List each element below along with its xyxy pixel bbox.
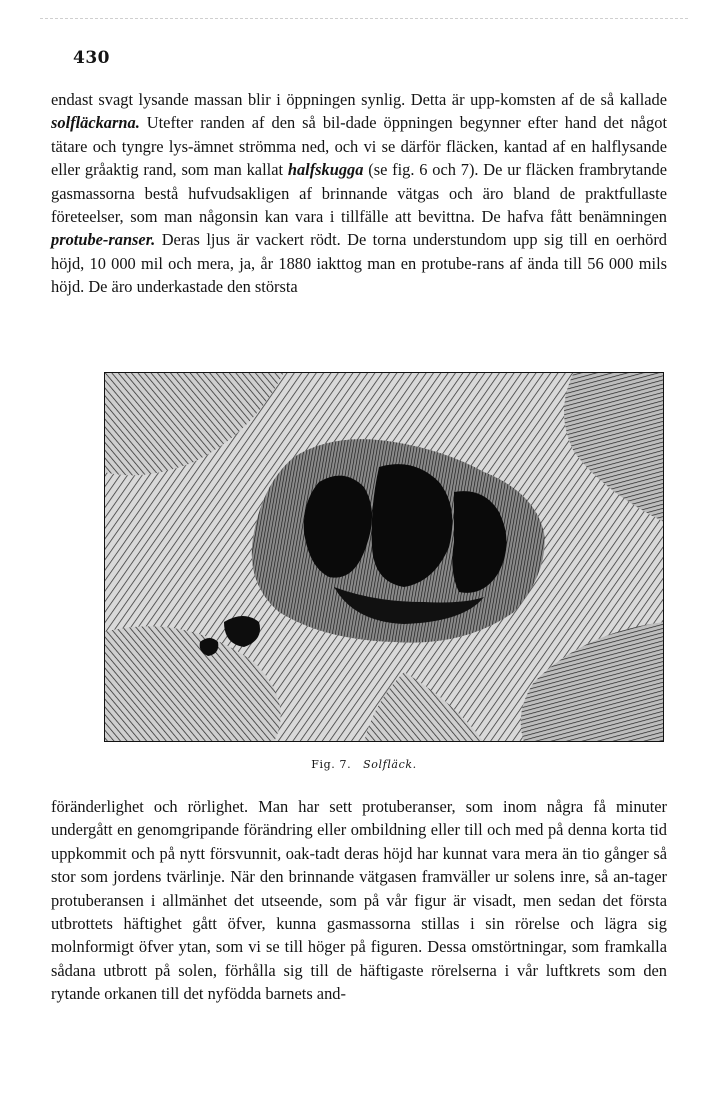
top-scan-edge [40, 18, 688, 19]
paragraph-1 [51, 88, 667, 299]
paragraph-2: föränderlighet och rörlighet. Man har sett protuberanser, som inom några få minuter undergått en genomgripande förändring eller ombildning eller till och med på denna korta tid uppkommit och på nytt försvunnit, oak-tadt deras höjd har kunnat vara mera än tio gånger så stor som jordens tvärlinje. När den brinnande vätgasen framväller ur solens inre, så an-tager protuberansen i allmänhet det utseende, som på vår figur är visadt, men sedan det första utbrottets häftighet gått öfver, kunna gasmassorna stillas i sin rörelse och lägra sig molnformigt öfver ytan, som vi se till höger på figuren. Dessa omstörtningar, som framkalla sådana utbrott på solen, förhålla sig till de häftigaste rörelserna i vår luftkrets som den rytande orkanen till det nyfödda barnets and- [51, 797, 667, 1004]
term-protuberanser: protube-ranser. [51, 230, 156, 250]
sunspot-engraving [104, 372, 664, 742]
term-halfskugga: halfskugga [287, 160, 364, 180]
figure-label: Fig. 7. [311, 758, 352, 771]
para1-text-c: (se fig. 6 och 7). De ur fläcken frambrytande gasmassorna bestå hufvudsakligen af brinnande vätgas och äro bland de praktfullaste företeelser, som man någonsin kan vara i tillfälle att bevittna. De hafva fått benämningen [51, 160, 667, 227]
sunspot-illustration [104, 372, 664, 742]
term-solflackarna: solfläckarna. [51, 113, 140, 133]
para1-text-d: Deras ljus är vackert rödt. De torna understundom upp sig till en oerhörd höjd, 10 000 mil och mera, ja, år 1880 iakttog man en protube-rans af ända till 56 000 mils höjd. De äro underkastade den största [51, 230, 667, 297]
page-number: 430 [73, 48, 110, 68]
para1-text-b: Utefter randen af den så bil-dade öppningen begynner efter hand det något tätare och tyngre lys-ämnet strömma ned, och vi se därför fläcken, kantad af en halflysande eller gråaktig rand, som man kallat [51, 113, 667, 180]
figure-title: Solfläck. [363, 758, 417, 771]
figure-caption [0, 758, 728, 771]
para1-text-a: endast svagt lysande massan blir i öppningen synlig. Detta är upp-komsten af de så kallade [51, 90, 667, 109]
